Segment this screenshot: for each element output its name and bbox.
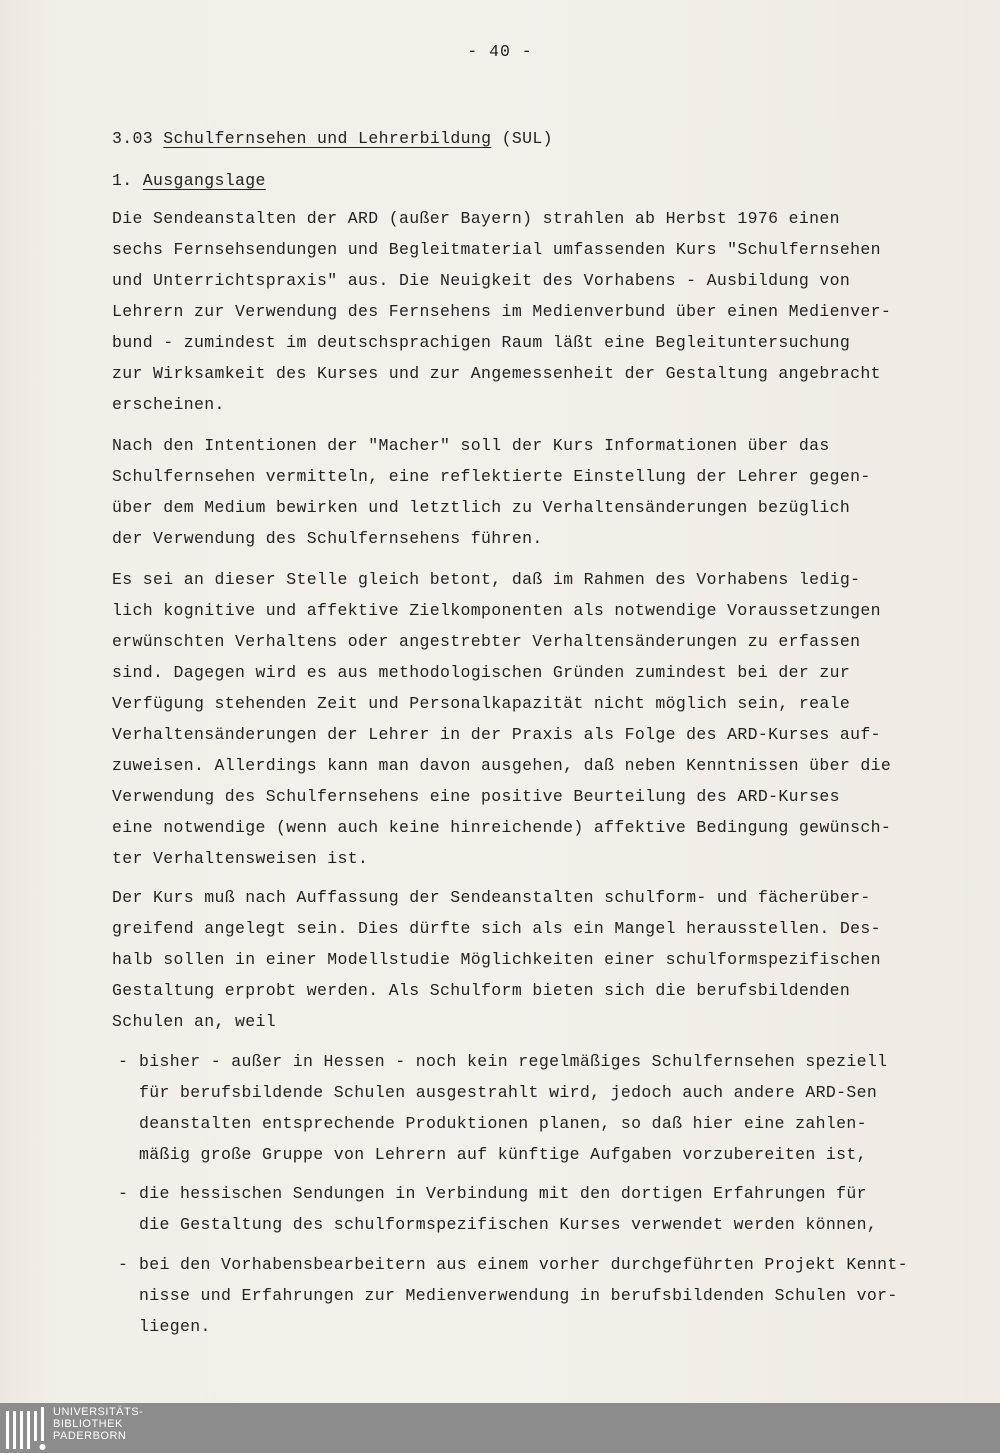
bullet-dash: - [118, 1052, 129, 1071]
bullet-item [112, 1046, 902, 1170]
text-line: bund - zumindest im deutschsprachigen Raum läßt eine Begleituntersuchung [112, 333, 851, 352]
text-line: sind. Dagegen wird es aus methodologischen Gründen zumindest bei der zur [112, 663, 851, 682]
text-line: mäßig große Gruppe von Lehrern auf künftige Aufgaben vorzubereiten ist, [139, 1145, 867, 1164]
text-line: eine notwendige (wenn auch keine hinreichende) affektive Bedingung gewünsch- [112, 818, 892, 837]
section-abbrev: (SUL) [501, 129, 553, 148]
text-line: über dem Medium bewirken und letztlich zu Verhaltensänderungen bezüglich [112, 498, 851, 517]
text-line: Die Sendeanstalten der ARD (außer Bayern) strahlen ab Herbst 1976 einen [112, 209, 840, 228]
library-name-line: PADERBORN [53, 1430, 127, 1442]
library-barcode-logo-icon [6, 1407, 48, 1451]
text-line: Nach den Intentionen der "Macher" soll der Kurs Informationen über das [112, 436, 830, 455]
text-line: Verfügung stehenden Zeit und Personalkapazität nicht möglich sein, reale [112, 694, 851, 713]
text-line: nisse und Erfahrungen zur Medienverwendung in berufsbildenden Schulen vor- [139, 1286, 898, 1305]
text-line: Der Kurs muß nach Auffassung der Sendeanstalten schulform- und fächerüber- [112, 888, 871, 907]
text-line: greifend angelegt sein. Dies dürfte sich als ein Mangel herausstellen. Des- [112, 919, 881, 938]
text-line: liegen. [139, 1317, 211, 1336]
bullet-item [112, 1249, 908, 1342]
text-line: lich kognitive und affektive Zielkomponenten als notwendige Voraussetzungen [112, 601, 881, 620]
text-line: Schulfernsehen vermitteln, eine reflektierte Einstellung der Lehrer gegen- [112, 467, 871, 486]
text-line: für berufsbildende Schulen ausgestrahlt wird, jedoch auch andere ARD-Sen [139, 1083, 878, 1102]
library-name-line: BIBLIOTHEK [53, 1418, 123, 1430]
bullet-item [112, 1178, 902, 1240]
text-line: deanstalten entsprechende Produktionen planen, so daß hier eine zahlen- [139, 1114, 867, 1133]
paragraph-intentions [112, 430, 902, 554]
subheading-title: Ausgangslage [142, 171, 266, 190]
text-line: Verwendung des Schulfernsehens eine positive Beurteilung des ARD-Kurses [112, 787, 840, 806]
section-heading [112, 123, 902, 154]
bullet-dash: - [118, 1184, 129, 1203]
footer-bar [0, 1403, 1000, 1453]
text-line: Es sei an dieser Stelle gleich betont, daß im Rahmen des Vorhabens ledig- [112, 570, 861, 589]
paragraph-goals [112, 564, 902, 874]
text-line [112, 1249, 908, 1280]
library-name [53, 1406, 143, 1442]
text-line: der Verwendung des Schulfernsehens führen. [112, 529, 543, 548]
text-line: Verhaltensänderungen der Lehrer in der Praxis als Folge des ARD-Kurses auf- [112, 725, 881, 744]
text-line: Gestaltung erprobt werden. Als Schulform bieten sich die berufsbildenden [112, 981, 851, 1000]
text-line [112, 1178, 902, 1209]
text-line: ter Verhaltensweisen ist. [112, 849, 369, 868]
page-number: - 40 - [467, 42, 533, 61]
bullet-text: bei den Vorhabensbearbeitern aus einem vorher durchgeführten Projekt Kennt- [139, 1255, 908, 1274]
bullet-text: bisher - außer in Hessen - noch kein regelmäßiges Schulfernsehen speziell [139, 1052, 888, 1071]
section-number: 3.03 [112, 129, 154, 148]
library-name-line: UNIVERSITÄTS- [53, 1406, 144, 1418]
text-line: und Unterrichtspraxis" aus. Die Neuigkeit des Vorhabens - Ausbildung von [112, 271, 851, 290]
bullet-dash: - [118, 1255, 129, 1274]
subheading-number: 1. [112, 171, 133, 190]
paragraph-course [112, 882, 902, 1037]
text-line: Schulen an, weil [112, 1012, 277, 1031]
text-line: erwünschten Verhaltens oder angestrebter Verhaltensänderungen zu erfassen [112, 632, 861, 651]
text-line: zuweisen. Allerdings kann man davon ausgehen, daß neben Kenntnissen über die [112, 756, 892, 775]
text-line: zur Wirksamkeit des Kurses und zur Angemessenheit der Gestaltung angebracht [112, 364, 881, 383]
bullet-text: die hessischen Sendungen in Verbindung mit den dortigen Erfahrungen für [139, 1184, 867, 1203]
text-line: sechs Fernsehsendungen und Begleitmaterial umfassenden Kurs "Schulfernsehen [112, 240, 881, 259]
text-line: halb sollen in einer Modellstudie Möglichkeiten einer schulformspezifischen [112, 950, 881, 969]
text-line: erscheinen. [112, 395, 225, 414]
text-line [112, 1046, 902, 1077]
paragraph-intro [112, 203, 902, 420]
library-logo [0, 1403, 144, 1453]
text-line: die Gestaltung des schulformspezifischen Kurses verwendet werden können, [139, 1215, 878, 1234]
section-title: Schulfernsehen und Lehrerbildung [163, 129, 492, 148]
subheading [112, 165, 902, 196]
text-line: Lehrern zur Verwendung des Fernsehens im Medienverbund über einen Medienver- [112, 302, 892, 321]
